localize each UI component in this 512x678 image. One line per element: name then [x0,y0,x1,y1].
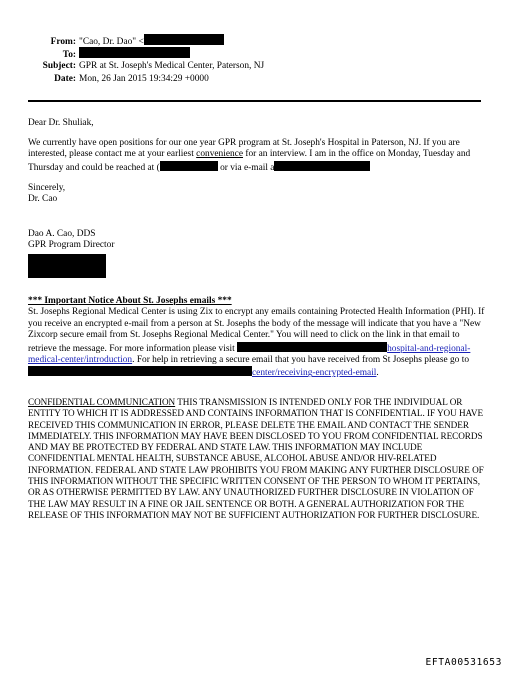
convenience-word: convenience [196,149,244,160]
header-subject-row [0,60,264,72]
important-notice: *** Important Notice About St. Josephs emails *** St. Josephs Regional Medical Center is using Zix to encrypt any emails containing Protected Health Information (PHI). If you receive an encrypted e-mail from a person at St. Josephs the body of the message will indicate that you have a "New Zixcorp secure email from St. Josephs Regional Medical Center." You will need to click on the link in that email to retrieve the message. For more information please visit hospital-and-regional-medical-center/introduction. For help in retrieving a secure email that you have received from St Josephs please go to center/receiving-encrypted-email. [28,296,485,379]
confidential-title: CONFIDENTIAL COMMUNICATION [28,397,176,407]
notice-link-encrypted-email[interactable]: center/receiving-encrypted-email [252,368,377,379]
redaction-box [144,34,224,45]
redaction-box [28,366,252,376]
signature [28,229,486,281]
date-value: Mon, 26 Jan 2015 19:34:29 +0000 [79,74,209,84]
redaction-box [237,342,387,352]
redaction-box [28,254,106,278]
header-divider [28,100,481,102]
from-label: From: [50,37,76,47]
notice-heading: *** Important Notice About St. Josephs emails *** [28,296,232,306]
header-from-row [0,34,224,48]
subject-label: Subject: [42,61,76,71]
closing: Sincerely, Dr. Cao [28,183,66,205]
header-date-row [0,73,209,85]
confidential-text: THIS TRANSMISSION IS INTENDED ONLY FOR THE INDIVIDUAL OR ENTITY TO WHICH IT IS ADDRESSED AND CONTAINS INFORMATION THAT IS CONFIDENTIAL. IF YOU HAVE RECEIVED THIS COMMUNICATION IN ERROR, PLEASE DELETE THE EMAIL AND CONTACT THE SENDER IMMEDIATELY. THIS INFORMATION MAY HAVE BEEN DISCLOSED TO YOU FROM CONFIDENTIAL RECORDS AND MAY BE PROTECTED BY FEDERAL AND STATE LAW. THIS INFORMATION MAY INCLUDE CONFIDENTIAL MENTAL HEALTH, SUBSTANCE ABUSE, ALCOHOL ABUSE AND/OR HIV-RELATED INFORMATION. FEDERAL AND STATE LAW PROHIBITS YOU FROM MAKING ANY FURTHER DISCLOSURE OF THIS INFORMATION WITHOUT THE SPECIFIC WRITTEN CONSENT OF THE PERSON TO WHOM IT PERTAINS, OR AS OTHERWISE PERMITTED BY LAW. ANY UNAUTHORIZED FURTHER DISCLOSURE IN VIOLATION OF THE LAW MAY RESULT IN A FINE OR JAIL SENTENCE OR BOTH. A GENERAL AUTHORIZATION FOR THE RELEASE OF THIS INFORMATION MAY NOT BE SUFFICIENT AUTHORIZATION FOR FURTHER DISCLOSURE. [28,397,484,520]
from-value: "Cao, Dr. Dao" < [79,37,144,47]
subject-value: GPR at St. Joseph's Medical Center, Paterson, NJ [79,61,265,71]
header-to-row [0,47,190,61]
signature-name: Dao A. Cao, DDS [28,229,96,239]
redaction-box [160,161,218,171]
to-label: To: [62,50,76,60]
redaction-box [79,47,190,58]
signature-title: GPR Program Director [28,240,115,251]
confidential-notice [28,397,486,521]
redaction-box [274,161,370,171]
greeting: Dear Dr. Shuliak, [28,118,94,128]
notice-link-introduction[interactable]: hospital-and-regional-medical-center/introduction [28,343,471,366]
document-id: EFTA00531653 [425,657,502,668]
body-paragraph: We currently have open positions for our one year GPR program at St. Joseph's Hospital in Paterson, NJ. If you are interested, please contact me at your earliest convenience for an interview. I am in the office on Monday, Tuesday and Thursday and could be reached at ( or via e-mail a [28,138,471,173]
date-label: Date: [54,74,76,84]
